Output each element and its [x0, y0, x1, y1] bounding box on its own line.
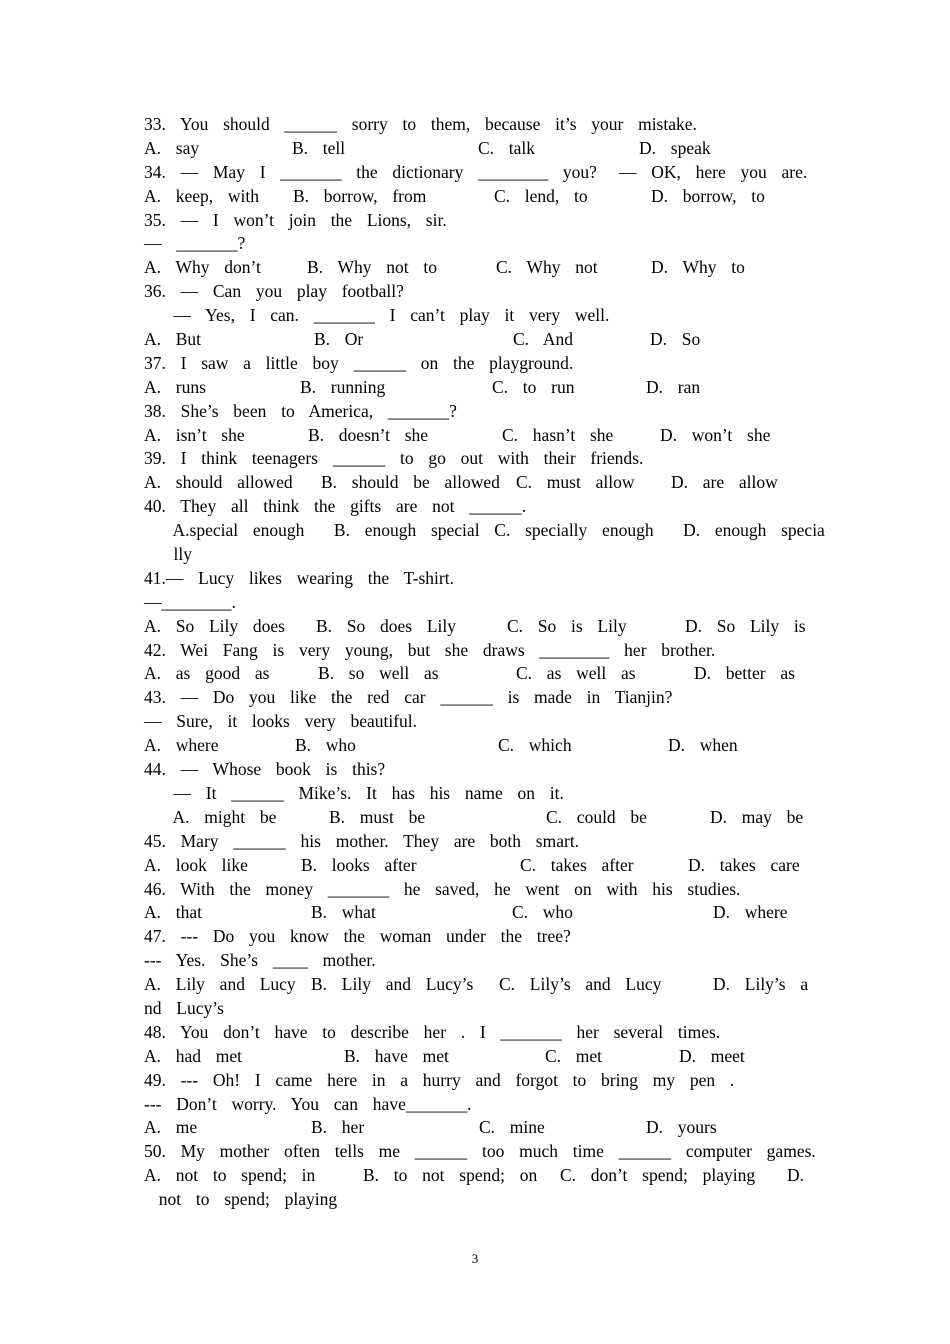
options-line [144, 1116, 810, 1140]
option: C. hasn’t she [502, 424, 614, 445]
option: C. takes after [520, 854, 634, 875]
text-line [144, 997, 810, 1021]
option: B. have met [344, 1045, 449, 1066]
line-text: 43. — Do you like the red car ______ is made in Tianjin? [144, 687, 673, 708]
text-line [144, 280, 810, 304]
option: C. lend, to [494, 185, 588, 206]
line-text: — It ______ Mike’s. It has his name on it. [144, 782, 564, 803]
option: C. met [545, 1045, 603, 1066]
option: B. should be allowed [321, 472, 500, 493]
page-number: 3 [471, 1251, 479, 1266]
line-text: nd Lucy’s [144, 997, 224, 1018]
option: A. Why don’t [144, 257, 261, 278]
option: B. to not spend; on [363, 1165, 538, 1186]
text-line [144, 878, 810, 902]
option: B. must be [329, 806, 426, 827]
option: A. look like [144, 854, 248, 875]
text-line [144, 209, 810, 233]
option: C. And [513, 329, 573, 350]
options-line [144, 137, 810, 161]
option: A. runs [144, 376, 206, 397]
options-line [144, 662, 810, 686]
line-text: — Sure, it looks very beautiful. [144, 711, 418, 732]
text-line [144, 1140, 816, 1164]
option: B. who [295, 735, 356, 756]
options-line [144, 806, 810, 830]
text-line [144, 925, 810, 949]
option: A. Lily and Lucy [144, 974, 296, 995]
option: B. Why not to [307, 257, 437, 278]
text-line [144, 949, 810, 973]
option: D. speak [639, 137, 711, 158]
options-line [144, 185, 810, 209]
text-line [144, 1093, 810, 1117]
option: A. where [144, 735, 219, 756]
option: D. Lily’s a [713, 974, 809, 995]
option: C. to run [492, 376, 575, 397]
option: B. what [311, 902, 376, 923]
option: D. when [668, 735, 738, 756]
option: D. borrow, to [651, 185, 765, 206]
line-text: 42. Wei Fang is very young, but she draws ________ her brother. [144, 639, 716, 660]
line-text: not to spend; playing [144, 1189, 338, 1210]
text-line [144, 686, 810, 710]
line-text: 39. I think teenagers ______ to go out with their friends. [144, 448, 644, 469]
text-line [144, 304, 810, 328]
options-line [144, 1045, 810, 1069]
line-text: 50. My mother often tells me ______ too much time ______ computer games. [144, 1141, 816, 1162]
options-line [144, 973, 810, 997]
option: D. are allow [671, 472, 778, 493]
option: B. So does Lily [316, 615, 457, 636]
options-line [144, 854, 810, 878]
option: D. may be [710, 806, 804, 827]
options-line [144, 1164, 810, 1188]
option: C. So is Lily [507, 615, 627, 636]
option: B. running [300, 376, 386, 397]
option: D. better as [694, 663, 795, 684]
line-text: --- Yes. She’s ____ mother. [144, 950, 376, 971]
option: A. me [144, 1117, 198, 1138]
option: C. Why not [496, 257, 598, 278]
line-text: 38. She’s been to America, _______? [144, 400, 457, 421]
option: B. doesn’t she [308, 424, 429, 445]
option: A. might be [144, 806, 277, 827]
text-line [144, 400, 810, 424]
option: C. who [512, 902, 573, 923]
option: D. won’t she [660, 424, 771, 445]
line-text: 35. — I won’t join the Lions, sir. [144, 209, 447, 230]
option: B. Or [314, 329, 364, 350]
text-line [144, 591, 810, 615]
option: C. Lily’s and Lucy [499, 974, 662, 995]
line-text: 33. You should ______ sorry to them, because it’s your mistake. [144, 114, 697, 134]
line-text: 48. You don’t have to describe her . I _______ her several times. [144, 1021, 721, 1042]
text-line [144, 519, 825, 543]
line-text: --- Don’t worry. You can have_______. [144, 1093, 472, 1114]
option: C. must allow [516, 472, 635, 493]
option: A. But [144, 329, 202, 350]
option: C. talk [478, 137, 536, 158]
option: C. could be [546, 806, 647, 827]
option: D. where [713, 902, 788, 923]
option: B. Lily and Lucy’s [311, 974, 474, 995]
options-line [144, 328, 810, 352]
text-line [144, 1188, 810, 1212]
line-text: lly [144, 544, 192, 565]
option: A. that [144, 902, 203, 923]
options-line [144, 615, 810, 639]
option: A. had met [144, 1045, 243, 1066]
option: C. as well as [516, 663, 636, 684]
line-text: 37. I saw a little boy ______ on the playground. [144, 352, 574, 373]
line-text: 45. Mary ______ his mother. They are both smart. [144, 830, 580, 851]
option: C. don’t spend; playing [560, 1165, 756, 1186]
options-line [144, 471, 810, 495]
options-line [144, 256, 810, 280]
line-text: 41.— Lucy likes wearing the T-shirt. [144, 567, 454, 588]
option: B. tell [292, 137, 346, 158]
text-line [144, 113, 810, 137]
line-text: 44. — Whose book is this? [144, 759, 386, 780]
text-line [144, 495, 810, 519]
option: D. [787, 1165, 805, 1186]
options-line [144, 901, 810, 925]
line-text: — Yes, I can. _______ I can’t play it very well. [144, 305, 610, 326]
option: A. as good as [144, 663, 270, 684]
text-line [144, 782, 810, 806]
text-line [144, 830, 810, 854]
option: D. ran [646, 376, 701, 397]
option: A. should allowed [144, 472, 293, 493]
options-line [144, 376, 810, 400]
line-text: — _______? [144, 233, 246, 254]
option: A. say [144, 137, 200, 158]
text-line [144, 232, 810, 256]
line-text: 40. They all think the gifts are not ______. [144, 496, 527, 517]
line-text: 49. --- Oh! I came here in a hurry and forgot to bring my pen . [144, 1069, 735, 1090]
text-line [144, 758, 810, 782]
line-text: 46. With the money _______ he saved, he went on with his studies. [144, 878, 741, 899]
line-text: A.special enough B. enough special C. specially enough D. enough specia [144, 520, 825, 541]
text-line [144, 567, 810, 591]
worksheet-page [144, 113, 825, 1212]
option: D. meet [679, 1045, 745, 1066]
option: B. looks after [301, 854, 417, 875]
option: D. So [650, 329, 701, 350]
line-text: 34. — May I _______ the dictionary ________ you? — OK, here you are. [144, 161, 808, 182]
option: B. borrow, from [293, 185, 427, 206]
options-line [144, 424, 810, 448]
text-line [144, 543, 810, 567]
option: D. yours [646, 1117, 717, 1138]
option: D. Why to [651, 257, 745, 278]
text-line [144, 1069, 810, 1093]
line-text: 36. — Can you play football? [144, 281, 404, 302]
option: D. So Lily is [685, 615, 806, 636]
option: C. which [498, 735, 572, 756]
line-text: —________. [144, 591, 236, 612]
option: A. not to spend; in [144, 1165, 316, 1186]
option: B. her [311, 1117, 365, 1138]
text-line [144, 1021, 810, 1045]
line-text: 47. --- Do you know the woman under the tree? [144, 926, 571, 947]
option: B. so well as [318, 663, 439, 684]
text-line [144, 447, 810, 471]
text-line [144, 639, 810, 663]
option: A. keep, with [144, 185, 260, 206]
text-line [144, 161, 810, 185]
option: A. So Lily does [144, 615, 285, 636]
option: A. isn’t she [144, 424, 245, 445]
option: C. mine [479, 1117, 545, 1138]
text-line [144, 352, 810, 376]
options-line [144, 734, 810, 758]
text-line [144, 710, 810, 734]
option: D. takes care [688, 854, 800, 875]
